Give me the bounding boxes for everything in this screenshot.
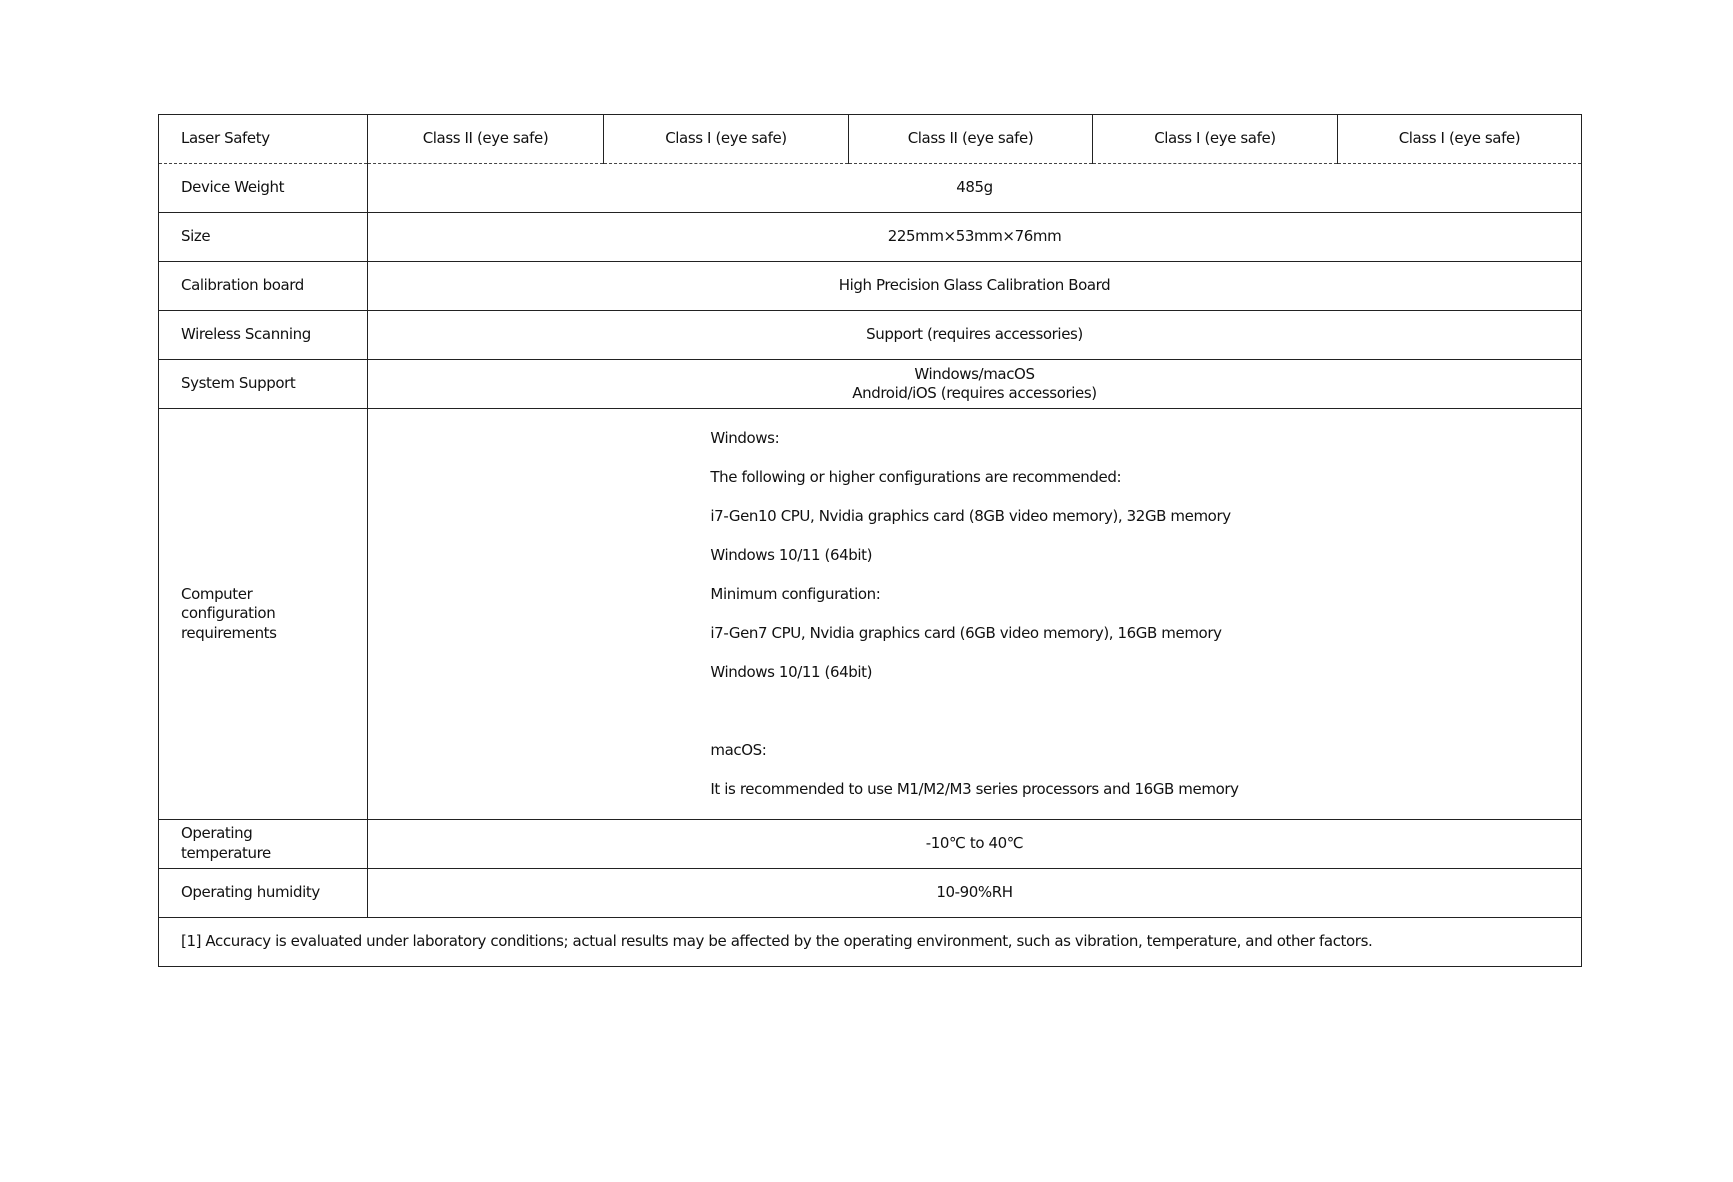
table-row-computer-configuration <box>159 409 1582 820</box>
config-line: Minimum configuration: <box>710 584 881 603</box>
spec-table <box>158 114 1582 967</box>
config-line: i7-Gen7 CPU, Nvidia graphics card (6GB video memory), 16GB memory <box>710 623 1222 642</box>
table-row-system-support <box>159 360 1582 409</box>
row-value: 10-90%RH <box>368 868 1582 917</box>
system-support-line: Windows/macOS <box>914 364 1035 383</box>
config-line: The following or higher configurations are recommended: <box>710 467 1122 486</box>
config-line: i7-Gen10 CPU, Nvidia graphics card (8GB video memory), 32GB memory <box>710 506 1231 525</box>
table-row-laser-safety <box>159 115 1582 164</box>
system-support-line: Android/iOS (requires accessories) <box>852 384 1097 402</box>
table-row-footnote <box>159 917 1582 966</box>
table-row-calibration-board <box>159 262 1582 311</box>
row-label: Computer configuration requirements <box>159 409 368 820</box>
laser-class-cell: Class I (eye safe) <box>604 115 849 164</box>
config-line: It is recommended to use M1/M2/M3 series processors and 16GB memory <box>710 779 1239 798</box>
laser-class-cell: Class II (eye safe) <box>368 115 604 164</box>
table-row-operating-temperature <box>159 819 1582 868</box>
row-value <box>368 409 1582 820</box>
config-spacer <box>710 702 1238 722</box>
config-line: Windows 10/11 (64bit) <box>710 545 873 564</box>
laser-class-cell: Class I (eye safe) <box>1338 115 1582 164</box>
config-line: Windows: <box>710 428 780 447</box>
footnote: [1] Accuracy is evaluated under laboratory conditions; actual results may be affected by the operating environment, such as vibration, temperature, and other factors. <box>159 917 1582 966</box>
row-label: Device Weight <box>159 164 368 213</box>
laser-class-cell: Class II (eye safe) <box>849 115 1093 164</box>
row-label: Wireless Scanning <box>159 311 368 360</box>
config-line: macOS: <box>710 740 767 759</box>
table-row-wireless-scanning <box>159 311 1582 360</box>
table-row-operating-humidity <box>159 868 1582 917</box>
table-row-size <box>159 213 1582 262</box>
row-value: 225mm×53mm×76mm <box>368 213 1582 262</box>
laser-class-cell: Class I (eye safe) <box>1093 115 1338 164</box>
config-text-block <box>710 409 1238 819</box>
row-label: Size <box>159 213 368 262</box>
row-value: 485g <box>368 164 1582 213</box>
table-row-device-weight <box>159 164 1582 213</box>
row-value: Support (requires accessories) <box>368 311 1582 360</box>
row-label: Laser Safety <box>159 115 368 164</box>
config-line: Windows 10/11 (64bit) <box>710 662 873 681</box>
row-label: System Support <box>159 360 368 409</box>
row-value <box>368 360 1582 409</box>
row-label: Operating humidity <box>159 868 368 917</box>
row-label: Operating temperature <box>159 819 368 868</box>
row-value: -10℃ to 40℃ <box>368 819 1582 868</box>
row-value: High Precision Glass Calibration Board <box>368 262 1582 311</box>
row-label: Calibration board <box>159 262 368 311</box>
